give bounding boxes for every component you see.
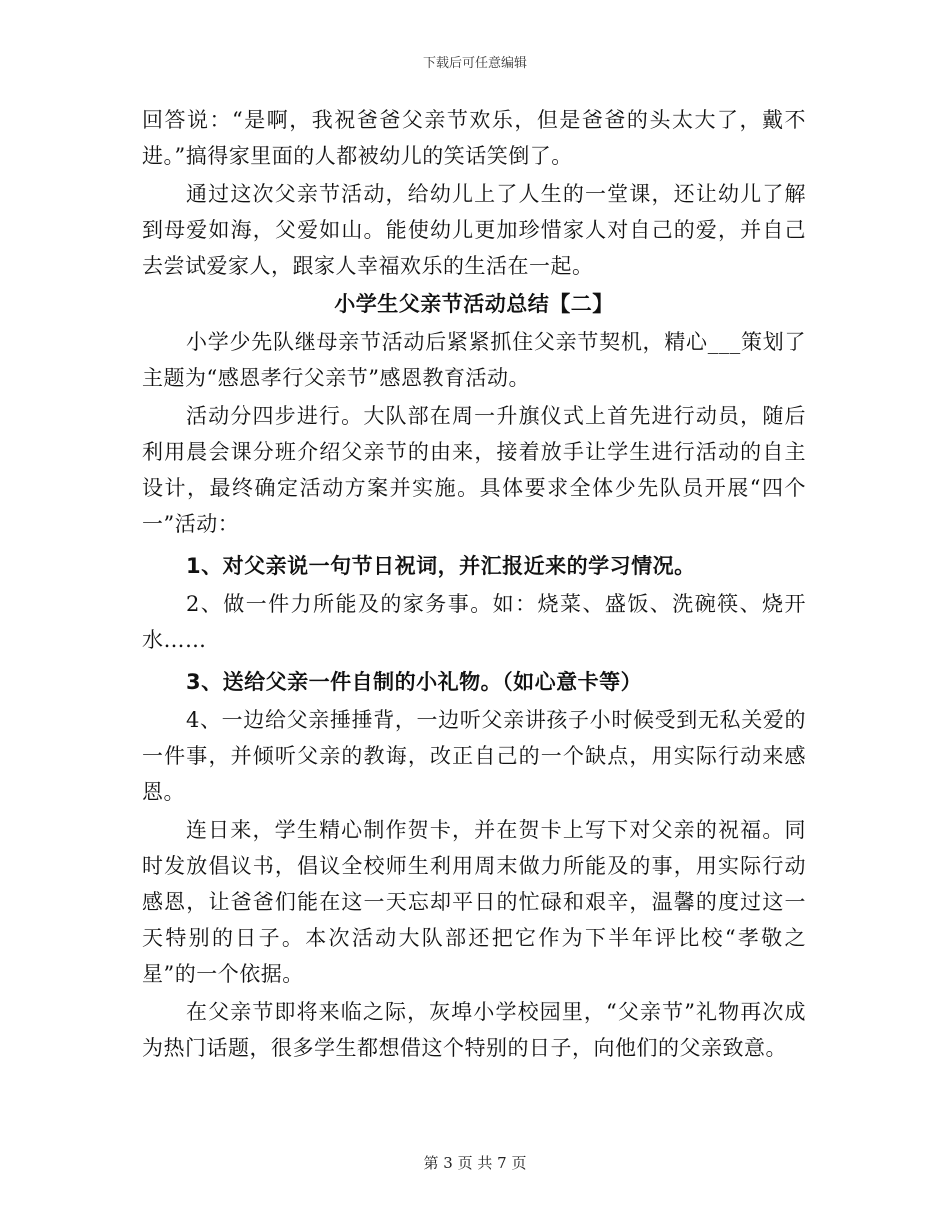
paragraph-continued-answer: 回答说：“是啊，我祝爸爸父亲节欢乐，但是爸爸的头太大了，戴不进。”搞得家里面的人都被幼儿的笑话笑倒了。 [142,108,806,168]
paragraph-gifts: 在父亲节即将来临之际，灰埠小学校园里，“父亲节”礼物再次成为热门话题，很多学生都想借这个特别的日子，向他们的父亲致意。 [142,1000,806,1060]
document-body [142,102,806,1068]
paragraph-activity-conclusion: 通过这次父亲节活动，给幼儿上了人生的一堂课，还让幼儿了解到母爱如海，父爱如山。能使幼儿更加珍惜家人对自己的爱，并自己去尝试爱家人，跟家人幸福欢乐的生活在一起。 [142,182,806,278]
list-item-4: 4、一边给父亲捶捶背，一边听父亲讲孩子小时候受到无私关爱的一件事，并倾听父亲的教诲，改正自己的一个缺点，用实际行动来感恩。 [142,708,806,804]
page-header: 下载后可任意编辑 [422,56,527,71]
list-item-3: 3、送给父亲一件自制的小礼物。（如心意卡等） [186,670,643,694]
page-number: 第 3 页 共 7 页 [423,1154,527,1172]
list-item-1: 1、对父亲说一句节日祝词，并汇报近来的学习情况。 [186,554,696,578]
list-item-2: 2、做一件力所能及的家务事。如：烧菜、盛饭、洗碗筷、烧开水…… [142,592,806,652]
paragraph-intro: 小学少先队继母亲节活动后紧紧抓住父亲节契机，精心___策划了主题为“感恩孝行父亲节”感恩教育活动。 [142,330,806,390]
paragraph-cards: 连日来，学生精心制作贺卡，并在贺卡上写下对父亲的祝福。同时发放倡议书，倡议全校师生利用周末做力所能及的事，用实际行动感恩，让爸爸们能在这一天忘却平日的忙碌和艰辛，温馨的度过这一天特别的日子。本次活动大队部还把它作为下半年评比校“孝敬之星”的一个依据。 [142,818,806,986]
section-title: 小学生父亲节活动总结【二】 [334,292,614,316]
paragraph-steps: 活动分四步进行。大队部在周一升旗仪式上首先进行动员，随后利用晨会课分班介绍父亲节的由来，接着放手让学生进行活动的自主设计，最终确定活动方案并实施。具体要求全体少先队员开展“四个一”活动： [142,404,806,536]
